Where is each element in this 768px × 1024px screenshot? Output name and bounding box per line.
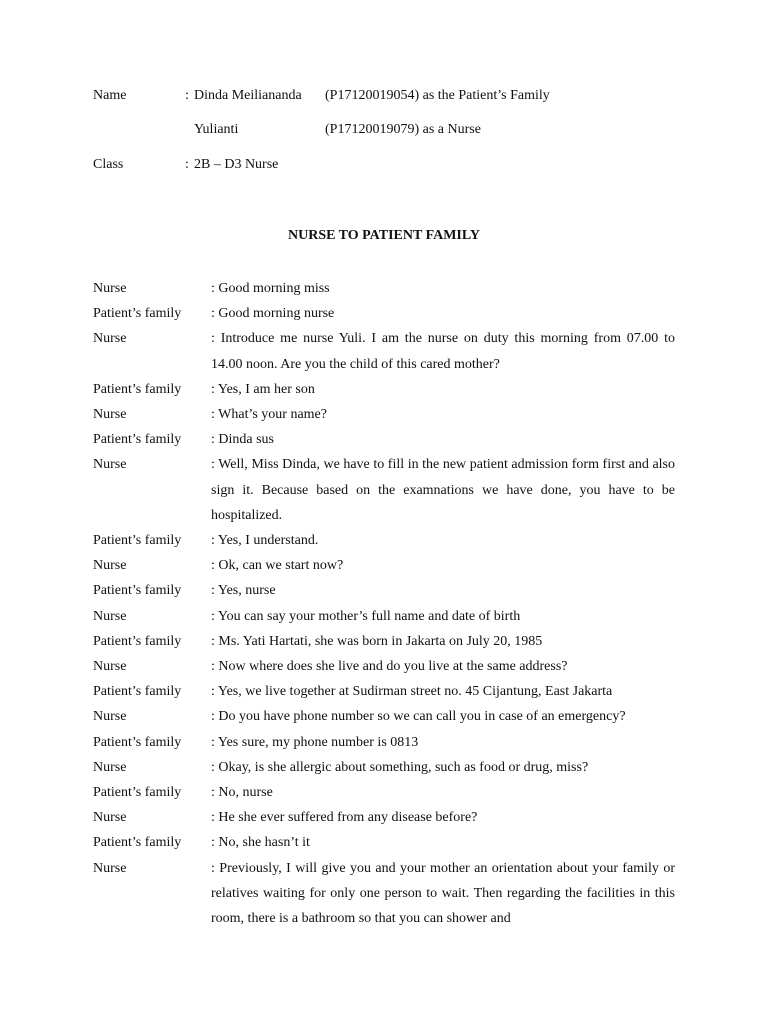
- dialogue-row: [93, 805, 675, 830]
- dialogue-row: [93, 654, 675, 679]
- document-title: NURSE TO PATIENT FAMILY: [287, 228, 481, 243]
- speaker: Nurse: [93, 759, 127, 775]
- dialogue-row: [93, 452, 675, 528]
- utterance: : What’s your name?: [211, 407, 327, 423]
- dialogue-row: [93, 780, 675, 805]
- dialogue-row: [93, 578, 675, 603]
- utterance: : No, nurse: [211, 785, 273, 801]
- dialogue-row: [93, 528, 675, 553]
- dialogue-row: [93, 830, 675, 855]
- dialogue-row: [93, 755, 675, 780]
- utterance: : Good morning miss: [211, 281, 330, 296]
- utterance: : Ok, can we start now?: [211, 558, 344, 574]
- speaker: Patient’s family: [93, 785, 182, 801]
- class-separator: :: [185, 157, 189, 172]
- speaker: Patient’s family: [93, 533, 182, 549]
- dialogue-row: [93, 377, 675, 402]
- dialogue-row: [93, 326, 675, 376]
- speaker: Nurse: [93, 457, 127, 473]
- utterance: : Yes, we live together at Sudirman street no. 45 Cijantung, East Jakarta: [211, 684, 613, 700]
- speaker: Nurse: [93, 281, 127, 296]
- speaker: Nurse: [93, 608, 127, 624]
- speaker: Patient’s family: [93, 684, 182, 700]
- speaker: Nurse: [93, 810, 127, 826]
- speaker: Patient’s family: [93, 633, 182, 649]
- speaker: Nurse: [93, 331, 127, 347]
- speaker: Nurse: [93, 860, 127, 876]
- utterance: : Yes, I am her son: [211, 381, 315, 397]
- dialogue-row: [93, 402, 675, 427]
- speaker: Patient’s family: [93, 734, 182, 750]
- dialogue-row: [93, 553, 675, 578]
- speaker: Patient’s family: [93, 306, 182, 322]
- name-line-1: [93, 86, 693, 106]
- speaker: Nurse: [93, 659, 127, 675]
- utterance: : Now where does she live and do you live at the same address?: [211, 659, 568, 675]
- dialogue-row: [93, 276, 675, 301]
- utterance: : Dinda sus: [211, 432, 274, 448]
- dialogue-row: [93, 704, 675, 729]
- dialogue: [93, 276, 675, 931]
- dialogue-row: [93, 629, 675, 654]
- utterance: : Yes, I understand.: [211, 533, 319, 549]
- speaker: Patient’s family: [93, 583, 182, 599]
- dialogue-row: [93, 856, 675, 932]
- utterance: : Good morning nurse: [211, 306, 335, 322]
- utterance: : Do you have phone number so we can call you in case of an emergency?: [211, 709, 626, 725]
- speaker: Patient’s family: [93, 381, 182, 397]
- utterance: : Introduce me nurse Yuli. I am the nurse on duty this morning from 07.00 to 14.00 noon. Are you the child of this cared mother?: [211, 331, 675, 372]
- name-separator: :: [185, 88, 189, 103]
- utterance: : You can say your mother’s full name and date of birth: [211, 608, 521, 624]
- dialogue-row: [93, 679, 675, 704]
- speaker: Nurse: [93, 407, 127, 423]
- class-line: [93, 155, 693, 175]
- name-line-2: [93, 120, 693, 140]
- member-name: Dinda Meiliananda: [194, 88, 302, 103]
- utterance: : No, she hasn’t it: [211, 835, 310, 851]
- member-id-role: (P17120019079) as a Nurse: [325, 122, 481, 137]
- speaker: Nurse: [93, 709, 127, 725]
- dialogue-row: [93, 730, 675, 755]
- dialogue-row: [93, 301, 675, 326]
- class-value: 2B – D3 Nurse: [194, 157, 279, 172]
- utterance: : Well, Miss Dinda, we have to fill in the new patient admission form first and also sign it. Because based on the examnations we have done, you have to be hospitalized.: [211, 457, 675, 523]
- member-id-role: (P17120019054) as the Patient’s Family: [325, 88, 550, 103]
- speaker: Patient’s family: [93, 835, 182, 851]
- utterance: : Ms. Yati Hartati, she was born in Jakarta on July 20, 1985: [211, 633, 543, 649]
- class-label: Class: [93, 157, 124, 172]
- utterance: : Yes sure, my phone number is 0813: [211, 734, 419, 750]
- name-label: Name: [93, 88, 127, 103]
- utterance: : Previously, I will give you and your mother an orientation about your family or relatives waiting for only one person to wait. Then regarding the facilities in this room, there is a bathroom so that you can shower and: [211, 860, 675, 927]
- dialogue-row: [93, 427, 675, 452]
- utterance: : He she ever suffered from any disease before?: [211, 810, 478, 826]
- utterance: : Yes, nurse: [211, 583, 276, 599]
- dialogue-row: [93, 604, 675, 629]
- speaker: Nurse: [93, 558, 127, 574]
- utterance: : Okay, is she allergic about something, such as food or drug, miss?: [211, 759, 589, 775]
- speaker: Patient’s family: [93, 432, 182, 448]
- member-name: Yulianti: [194, 122, 239, 137]
